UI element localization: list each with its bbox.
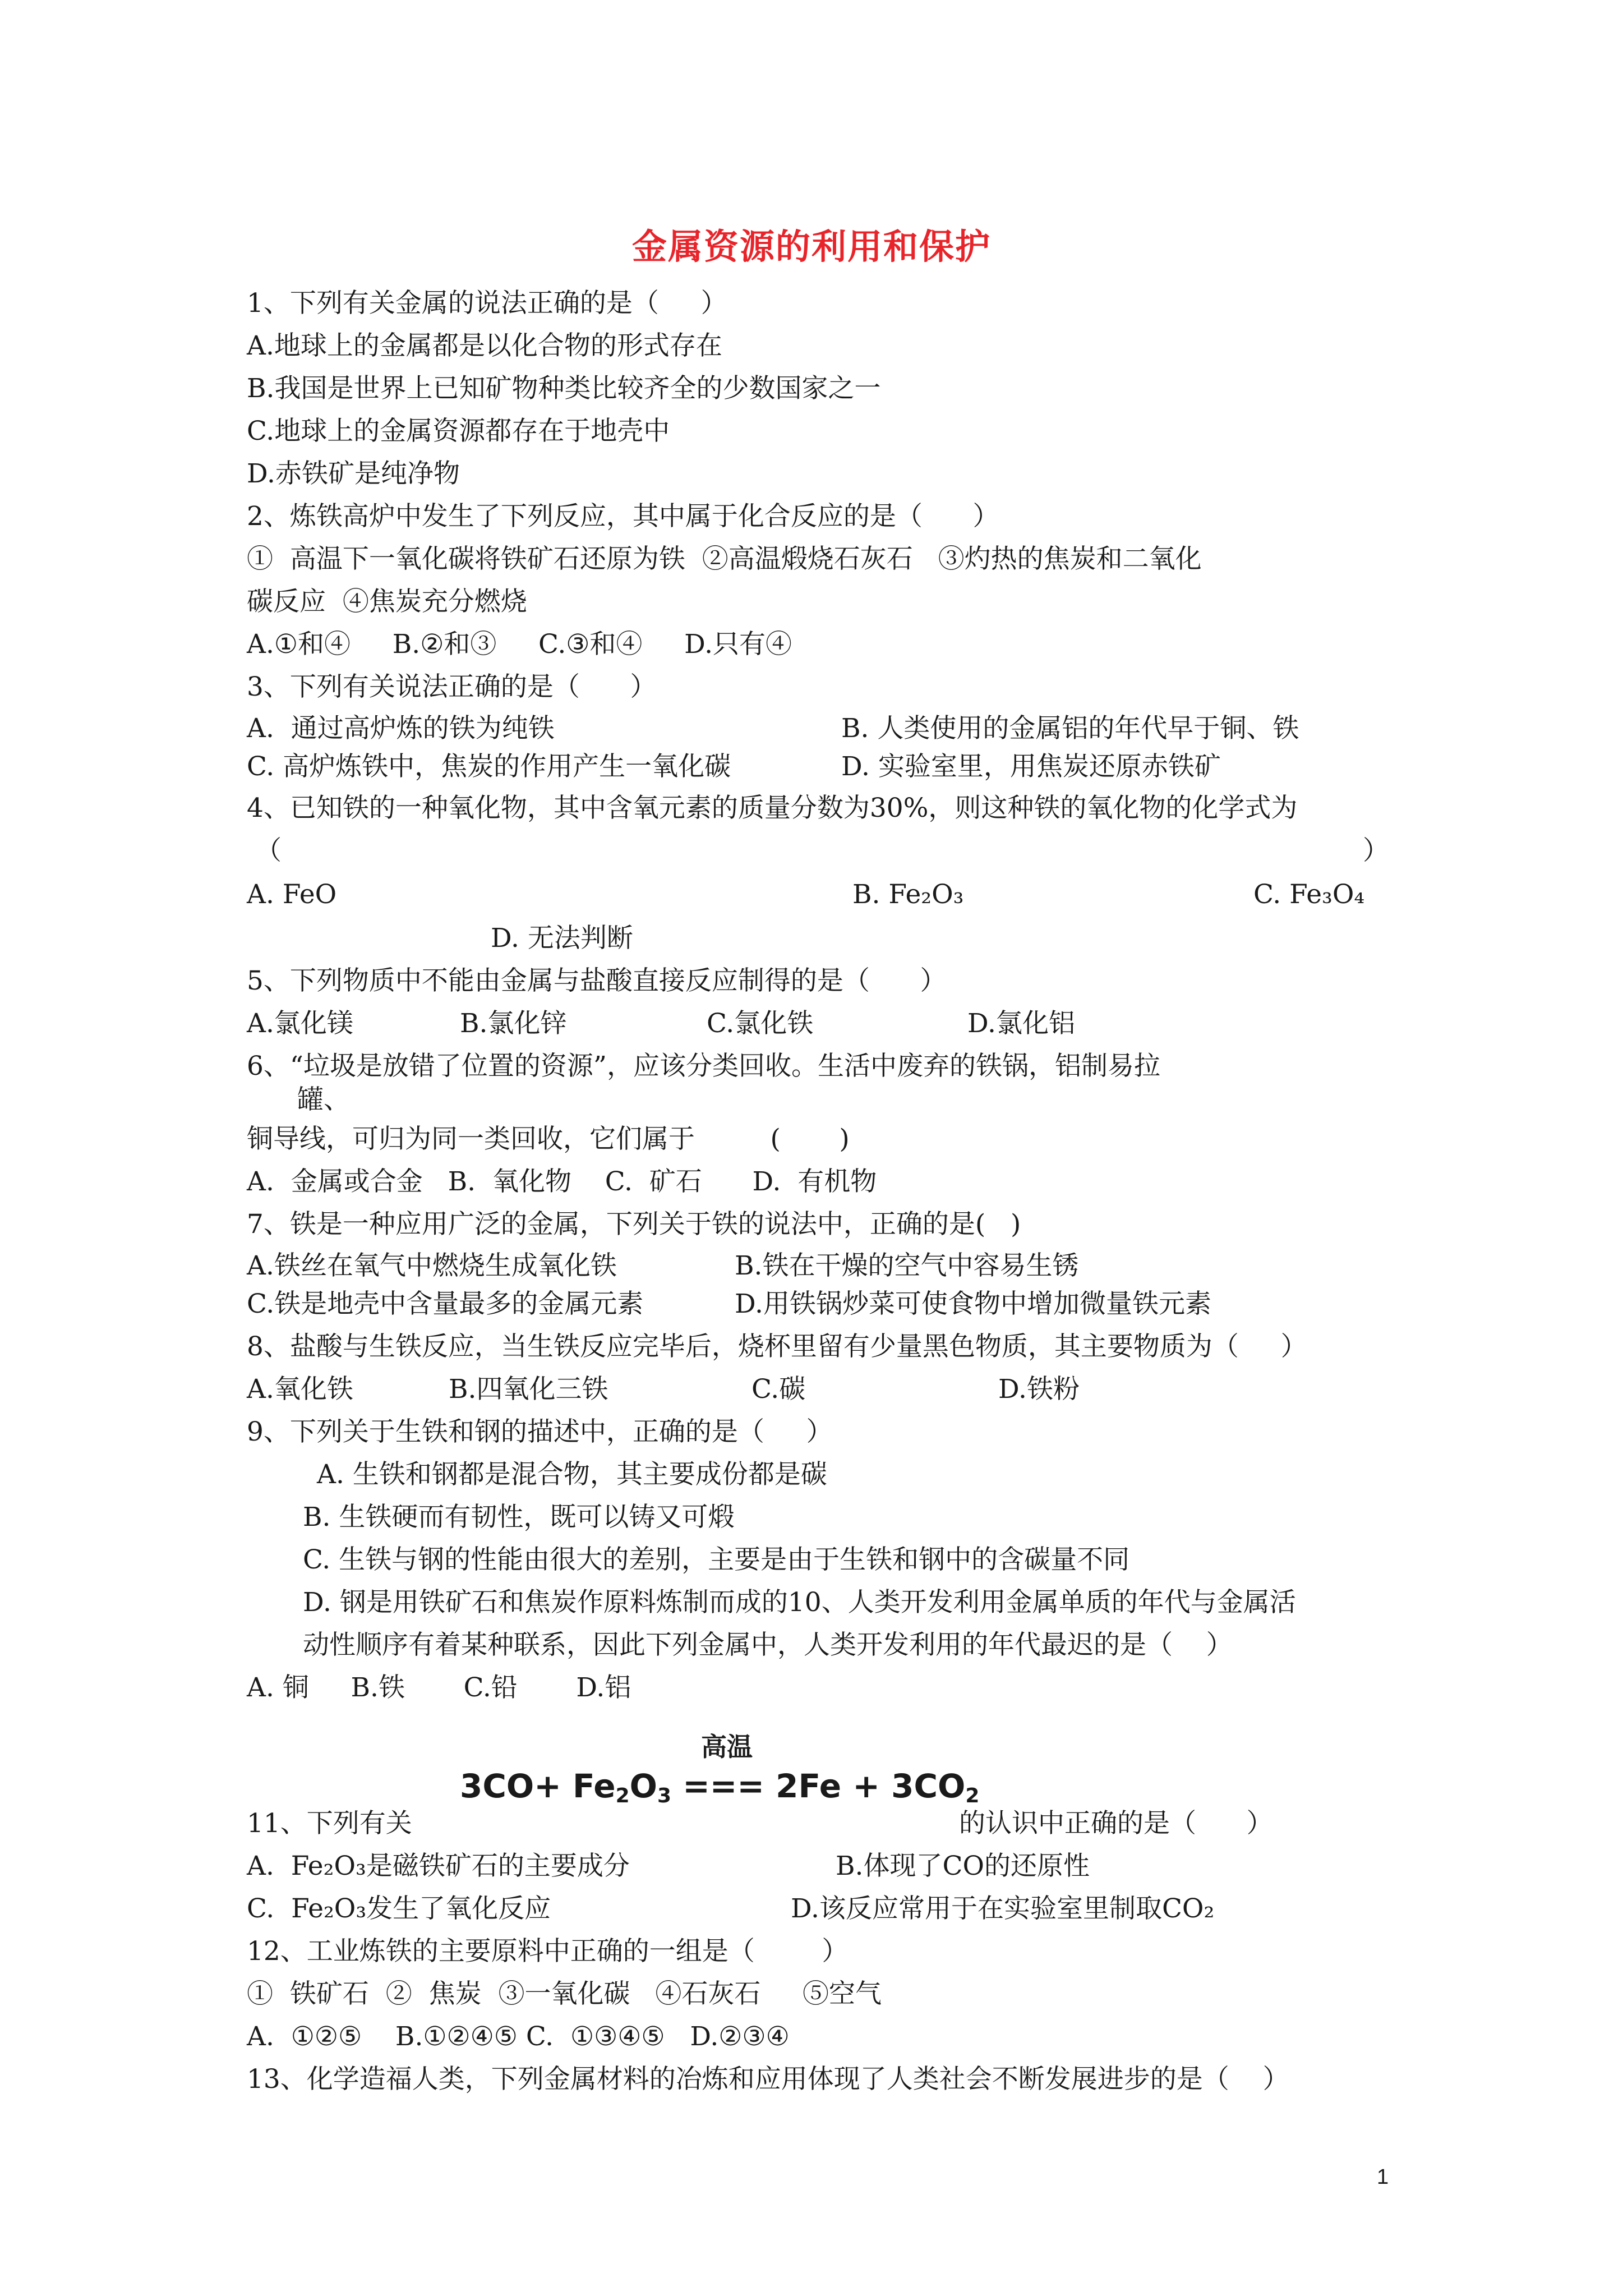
equation-condition: 高温: [701, 1732, 753, 1762]
q13-stem: 13、化学造福人类，下列金属材料的冶炼和应用体现了人类社会不断发展进步的是（ ）: [247, 2064, 1289, 2095]
q3-option-b: B. 人类使用的金属铝的年代早于铜、铁: [841, 713, 1299, 744]
q5-option-d: D.氯化铝: [967, 1008, 1075, 1039]
q7-option-c: C.铁是地壳中含量最多的金属元素: [247, 1289, 644, 1319]
q7-option-a: A.铁丝在氧气中燃烧生成氧化铁: [247, 1250, 617, 1281]
page-number: 1: [1377, 2165, 1389, 2189]
q11-stem-end: 的认识中正确的是（ ）: [959, 1808, 1273, 1839]
q9-option-b: B. 生铁硬而有韧性，既可以铸又可煅: [303, 1502, 735, 1533]
q4-option-a: A. FeO: [247, 879, 337, 910]
q8-stem: 8、盐酸与生铁反应，当生铁反应完毕后，烧杯里留有少量黑色物质，其主要物质为（ ）: [247, 1331, 1307, 1362]
q2-options: A.①和④ B.②和③ C.③和④ D.只有④: [247, 629, 792, 660]
q8-option-d: D.铁粉: [998, 1374, 1080, 1405]
q10-stem-cont: 动性顺序有着某种联系，因此下列金属中，人类开发利用的年代最迟的是（ ）: [303, 1630, 1233, 1660]
q7-stem: 7、铁是一种应用广泛的金属，下列关于铁的说法中，正确的是( ): [247, 1209, 1021, 1240]
q9-stem: 9、下列关于生铁和钢的描述中，正确的是（ ）: [247, 1416, 833, 1447]
q1-option-a: A.地球上的金属都是以化合物的形式存在: [247, 330, 722, 361]
q6-stem-line2: 罐、: [297, 1084, 350, 1115]
q1-option-c: C.地球上的金属资源都存在于地壳中: [247, 416, 670, 447]
page-title: 金属资源的利用和保护: [631, 226, 991, 267]
q7-option-b: B.铁在干燥的空气中容易生锈: [735, 1250, 1079, 1281]
q6-stem-line1: 6、“垃圾是放错了位置的资源”，应该分类回收。生活中废弃的铁锅，铝制易拉: [247, 1051, 1160, 1082]
chemical-equation: $3CO+ Fe_2O_3$ === $2Fe + 3CO_2$: [460, 1767, 980, 1807]
q11-option-b: B.体现了CO的还原性: [836, 1851, 1090, 1881]
q1-stem: 1、下列有关金属的说法正确的是（ ）: [247, 288, 727, 319]
q5-option-c: C.氯化铁: [707, 1008, 814, 1039]
q6-options: A. 金属或合金 B. 氧化物 C. 矿石 D. 有机物: [247, 1166, 877, 1197]
q3-option-a: A. 通过高炉炼的铁为纯铁: [247, 713, 555, 744]
q4-paren-close: ）: [1363, 835, 1389, 866]
q2-reactions-line1: ① 高温下一氧化碳将铁矿石还原为铁 ②高温煅烧石灰石 ③灼热的焦炭和二氧化: [247, 544, 1202, 574]
q2-reactions-line2: 碳反应 ④焦炭充分燃烧: [247, 586, 527, 617]
q11-stem-start: 11、下列有关: [247, 1808, 412, 1839]
q8-option-a: A.氧化铁: [247, 1374, 353, 1405]
q8-option-c: C.碳: [751, 1374, 806, 1405]
q4-option-c: C. Fe₃O₄: [1253, 879, 1365, 910]
q3-stem: 3、下列有关说法正确的是（ ）: [247, 671, 657, 702]
q1-option-b: B.我国是世界上已知矿物种类比较齐全的少数国家之一: [247, 373, 881, 404]
q10-options: A. 铜 B.铁 C.铅 D.铝: [247, 1672, 631, 1703]
q9-option-d-q10-stem: D. 钢是用铁矿石和焦炭作原料炼制而成的10、人类开发利用金属单质的年代与金属活: [303, 1587, 1296, 1618]
q5-option-a: A.氯化镁: [247, 1008, 353, 1039]
q5-stem: 5、下列物质中不能由金属与盐酸直接反应制得的是（ ）: [247, 965, 947, 996]
q7-option-d: D.用铁锅炒菜可使食物中增加微量铁元素: [735, 1289, 1211, 1319]
q11-option-a: A. Fe₂O₃是磁铁矿石的主要成分: [247, 1851, 630, 1881]
q9-option-a: A. 生铁和钢都是混合物，其主要成份都是碳: [317, 1459, 827, 1490]
q3-option-d: D. 实验室里，用焦炭还原赤铁矿: [841, 751, 1221, 782]
q4-option-d: D. 无法判断: [491, 923, 633, 954]
q3-option-c: C. 高炉炼铁中，焦炭的作用产生一氧化碳: [247, 751, 731, 782]
q5-option-b: B.氯化锌: [460, 1008, 567, 1039]
q12-options: A. ①②⑤ B.①②④⑤ C. ①③④⑤ D.②③④: [247, 2021, 790, 2052]
q9-option-c: C. 生铁与钢的性能由很大的差别，主要是由于生铁和钢中的含碳量不同: [303, 1544, 1130, 1575]
q11-option-c: C. Fe₂O₃发生了氧化反应: [247, 1893, 551, 1924]
q12-materials: ① 铁矿石 ② 焦炭 ③一氧化碳 ④石灰石 ⑤空气: [247, 1978, 882, 2009]
q4-paren-open: （: [255, 835, 282, 866]
q4-option-b: B. Fe₂O₃: [852, 879, 964, 910]
q8-option-b: B.四氧化三铁: [449, 1374, 608, 1405]
q12-stem: 12、工业炼铁的主要原料中正确的一组是（ ）: [247, 1936, 849, 1967]
q11-option-d: D.该反应常用于在实验室里制取CO₂: [791, 1893, 1215, 1924]
q6-stem-line3: 铜导线，可归为同一类回收，它们属于 ( ): [247, 1124, 850, 1154]
q4-stem: 4、已知铁的一种氧化物，其中含氧元素的质量分数为30%，则这种铁的氧化物的化学式为: [247, 793, 1298, 823]
q1-option-d: D.赤铁矿是纯净物: [247, 458, 460, 489]
q2-stem: 2、炼铁高炉中发生了下列反应，其中属于化合反应的是（ ）: [247, 501, 999, 532]
